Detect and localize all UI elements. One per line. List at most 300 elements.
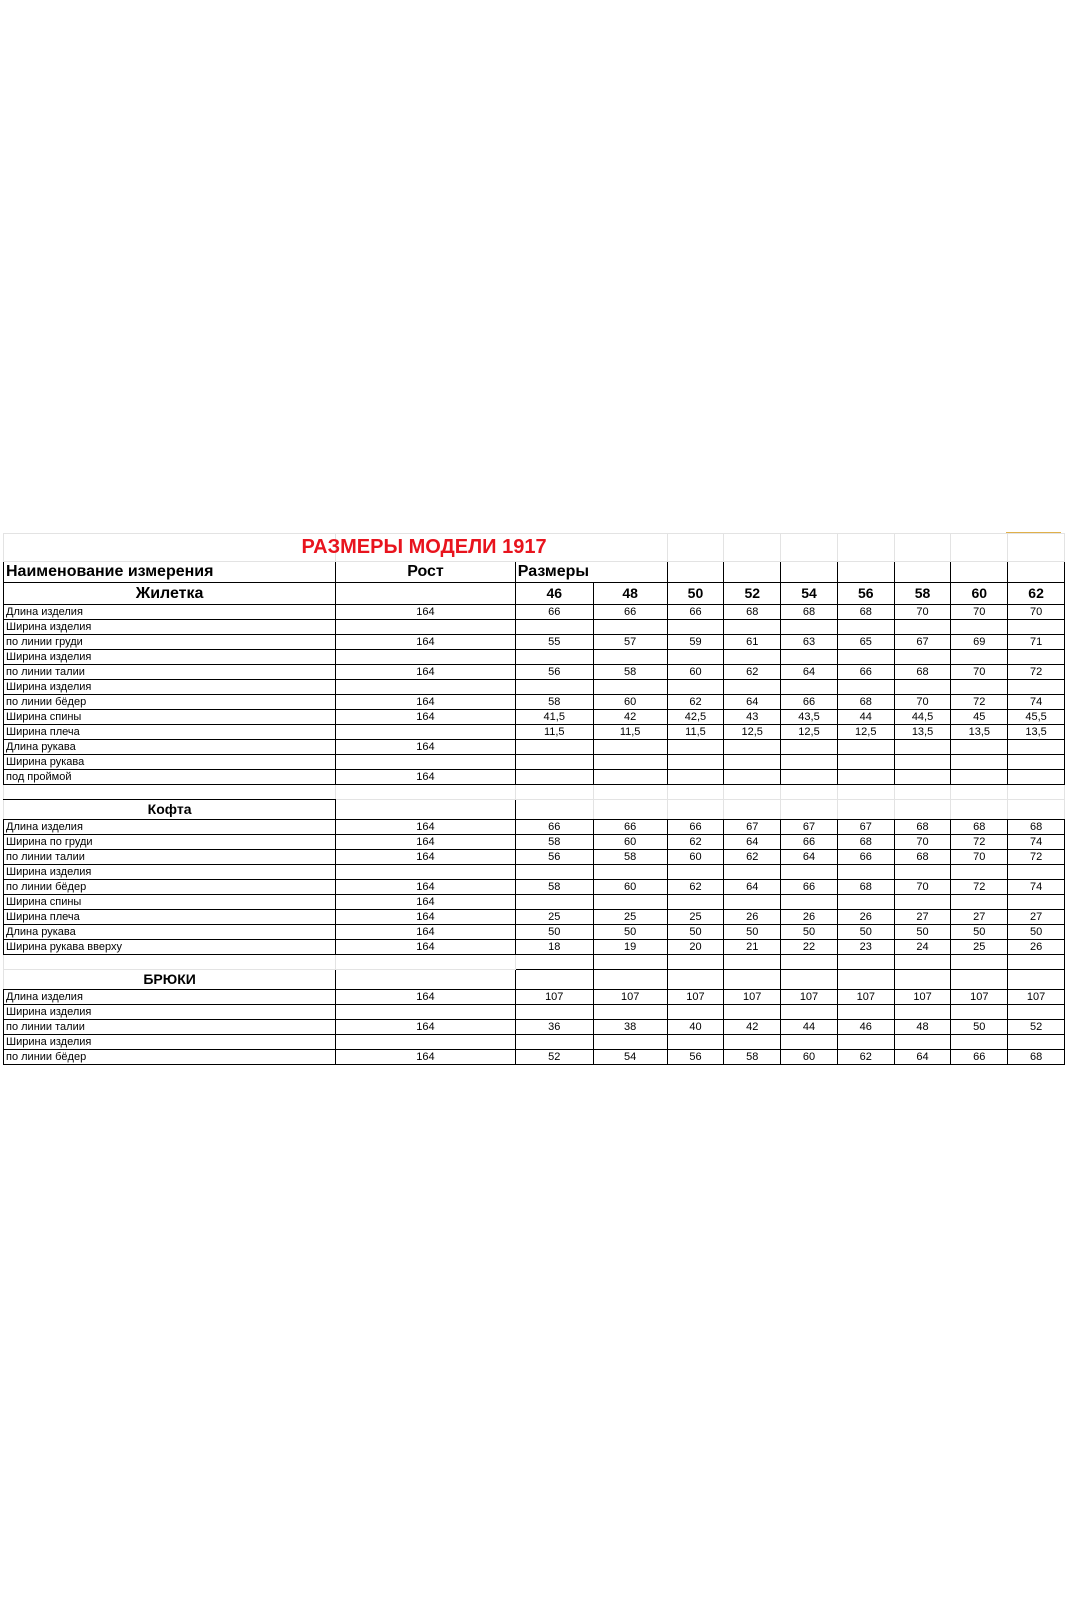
size-value — [724, 1035, 781, 1050]
size-value — [1008, 755, 1065, 770]
size-value — [515, 770, 593, 785]
size-value — [593, 770, 667, 785]
separator-row — [4, 785, 1065, 800]
table-row — [4, 605, 1065, 620]
measure-label: по линии талии — [4, 850, 336, 865]
measure-label: Ширина плеча — [4, 910, 336, 925]
chart-title: РАЗМЕРЫ МОДЕЛИ 1917 — [301, 536, 547, 558]
size-value: 62 — [667, 880, 724, 895]
size-value: 12,5 — [781, 725, 838, 740]
size-value: 68 — [894, 850, 951, 865]
size-value — [1008, 620, 1065, 635]
table-row — [4, 990, 1065, 1005]
height-value: 164 — [336, 710, 516, 725]
size-value: 42 — [724, 1020, 781, 1035]
size-value: 62 — [837, 1050, 894, 1065]
table-row — [4, 925, 1065, 940]
size-value: 18 — [515, 940, 593, 955]
size-value — [894, 620, 951, 635]
height-value — [336, 865, 516, 880]
size-value: 50 — [593, 925, 667, 940]
size-value: 58 — [515, 880, 593, 895]
size-value — [593, 680, 667, 695]
height-value: 164 — [336, 820, 516, 835]
measure-label: Длина изделия — [4, 820, 336, 835]
size-value: 66 — [515, 820, 593, 835]
measure-label: Ширина рукава вверху — [4, 940, 336, 955]
size-value — [515, 680, 593, 695]
size-value — [781, 895, 838, 910]
size-value: 66 — [781, 835, 838, 850]
size-value: 50 — [837, 925, 894, 940]
size-value: 43 — [724, 710, 781, 725]
size-value — [781, 740, 838, 755]
size-value: 107 — [951, 990, 1008, 1005]
table-row — [4, 695, 1065, 710]
size-value: 107 — [667, 990, 724, 1005]
height-value — [336, 620, 516, 635]
size-value — [837, 680, 894, 695]
size-value — [894, 680, 951, 695]
table-row — [4, 835, 1065, 850]
measure-label: Ширина спины — [4, 710, 336, 725]
size-value — [515, 620, 593, 635]
size-value — [894, 1035, 951, 1050]
size-value — [951, 620, 1008, 635]
size-value: 44 — [837, 710, 894, 725]
height-value — [336, 680, 516, 695]
height-value: 164 — [336, 895, 516, 910]
section-height-cell — [336, 800, 516, 820]
measure-label: Ширина изделия — [4, 620, 336, 635]
size-value: 44 — [781, 1020, 838, 1035]
size-value: 48 — [894, 1020, 951, 1035]
size-value: 26 — [1008, 940, 1065, 955]
size-value: 67 — [724, 820, 781, 835]
measure-label: Ширина изделия — [4, 865, 336, 880]
size-header: 56 — [837, 583, 894, 605]
size-value — [515, 740, 593, 755]
height-value: 164 — [336, 740, 516, 755]
height-value — [336, 755, 516, 770]
table-row — [4, 680, 1065, 695]
size-value: 72 — [1008, 665, 1065, 680]
size-value: 70 — [1008, 605, 1065, 620]
size-header: 46 — [515, 583, 593, 605]
size-value — [667, 770, 724, 785]
size-value — [837, 770, 894, 785]
size-value: 27 — [1008, 910, 1065, 925]
size-value: 60 — [667, 850, 724, 865]
size-value: 50 — [781, 925, 838, 940]
size-value — [781, 1035, 838, 1050]
section-title: БРЮКИ — [4, 970, 336, 990]
size-value: 107 — [894, 990, 951, 1005]
size-value — [951, 650, 1008, 665]
table-row — [4, 1050, 1065, 1065]
size-value: 26 — [724, 910, 781, 925]
size-value: 45 — [951, 710, 1008, 725]
size-value — [951, 770, 1008, 785]
size-value: 56 — [515, 850, 593, 865]
size-value — [667, 620, 724, 635]
size-value: 64 — [781, 665, 838, 680]
size-value: 72 — [951, 835, 1008, 850]
table-row — [4, 650, 1065, 665]
size-value — [781, 680, 838, 695]
size-value — [837, 755, 894, 770]
table-row — [4, 880, 1065, 895]
size-value: 61 — [724, 635, 781, 650]
size-value: 50 — [951, 1020, 1008, 1035]
height-value: 164 — [336, 835, 516, 850]
size-value: 58 — [593, 850, 667, 865]
size-value: 68 — [724, 605, 781, 620]
size-value — [593, 650, 667, 665]
size-header: 52 — [724, 583, 781, 605]
size-value — [951, 680, 1008, 695]
size-value — [951, 895, 1008, 910]
table-row — [4, 850, 1065, 865]
size-value: 58 — [724, 1050, 781, 1065]
size-value — [724, 895, 781, 910]
size-value: 13,5 — [1008, 725, 1065, 740]
size-value: 66 — [951, 1050, 1008, 1065]
size-value — [593, 740, 667, 755]
height-value: 164 — [336, 940, 516, 955]
size-value: 60 — [593, 880, 667, 895]
size-value: 70 — [894, 835, 951, 850]
section-row-0 — [4, 583, 1065, 605]
size-value: 68 — [781, 605, 838, 620]
measure-label: по линии талии — [4, 665, 336, 680]
size-value — [1008, 1005, 1065, 1020]
size-value: 107 — [515, 990, 593, 1005]
size-value: 107 — [724, 990, 781, 1005]
size-value — [837, 1035, 894, 1050]
size-value: 74 — [1008, 695, 1065, 710]
size-value — [667, 680, 724, 695]
height-value — [336, 650, 516, 665]
size-value: 24 — [894, 940, 951, 955]
height-value: 164 — [336, 695, 516, 710]
size-header: 62 — [1008, 583, 1065, 605]
measure-label: Ширина изделия — [4, 650, 336, 665]
size-value: 25 — [667, 910, 724, 925]
size-value — [593, 620, 667, 635]
size-value: 20 — [667, 940, 724, 955]
size-value — [593, 755, 667, 770]
size-value: 62 — [667, 835, 724, 850]
measure-label: Ширина спины — [4, 895, 336, 910]
size-value — [667, 1035, 724, 1050]
size-value: 59 — [667, 635, 724, 650]
section-row-1 — [4, 800, 1065, 820]
size-value: 25 — [515, 910, 593, 925]
size-value: 64 — [724, 695, 781, 710]
size-value: 68 — [837, 605, 894, 620]
size-value — [515, 895, 593, 910]
size-value: 64 — [724, 880, 781, 895]
size-value — [515, 1035, 593, 1050]
size-value: 60 — [667, 665, 724, 680]
size-value — [837, 865, 894, 880]
measure-label: Ширина изделия — [4, 1005, 336, 1020]
height-header: Рост — [336, 562, 516, 583]
table-row — [4, 895, 1065, 910]
size-value: 12,5 — [724, 725, 781, 740]
size-value: 66 — [781, 695, 838, 710]
size-value: 52 — [1008, 1020, 1065, 1035]
size-value: 64 — [894, 1050, 951, 1065]
size-value — [951, 1035, 1008, 1050]
size-value: 66 — [781, 880, 838, 895]
size-value: 55 — [515, 635, 593, 650]
height-value: 164 — [336, 605, 516, 620]
height-value: 164 — [336, 635, 516, 650]
size-value: 70 — [951, 605, 1008, 620]
size-value: 22 — [781, 940, 838, 955]
size-value — [593, 895, 667, 910]
size-value: 50 — [724, 925, 781, 940]
size-value: 58 — [515, 835, 593, 850]
size-value: 11,5 — [515, 725, 593, 740]
measure-label: Длина изделия — [4, 990, 336, 1005]
table-row — [4, 910, 1065, 925]
size-header: 60 — [951, 583, 1008, 605]
size-value — [1008, 740, 1065, 755]
size-value: 13,5 — [894, 725, 951, 740]
size-header: 54 — [781, 583, 838, 605]
size-value: 66 — [593, 605, 667, 620]
height-value: 164 — [336, 665, 516, 680]
size-value: 43,5 — [781, 710, 838, 725]
size-value — [667, 755, 724, 770]
section-height-cell — [336, 970, 516, 990]
size-header: 48 — [593, 583, 667, 605]
size-value — [781, 620, 838, 635]
size-value: 60 — [593, 695, 667, 710]
size-value: 62 — [724, 850, 781, 865]
size-value — [951, 865, 1008, 880]
size-value: 25 — [593, 910, 667, 925]
size-value: 68 — [837, 835, 894, 850]
size-value: 62 — [724, 665, 781, 680]
size-value: 107 — [781, 990, 838, 1005]
size-header: 58 — [894, 583, 951, 605]
size-value — [781, 755, 838, 770]
size-value: 67 — [837, 820, 894, 835]
size-value: 11,5 — [667, 725, 724, 740]
table-row — [4, 865, 1065, 880]
measure-label: Ширина по груди — [4, 835, 336, 850]
size-value: 107 — [1008, 990, 1065, 1005]
size-value — [781, 865, 838, 880]
measure-label: по линии груди — [4, 635, 336, 650]
size-value: 70 — [894, 880, 951, 895]
title-row — [4, 534, 1065, 562]
measure-label: Ширина плеча — [4, 725, 336, 740]
size-value: 66 — [593, 820, 667, 835]
size-chart-sheet — [3, 533, 1065, 1065]
size-value — [837, 1005, 894, 1020]
size-value: 11,5 — [593, 725, 667, 740]
size-value: 50 — [1008, 925, 1065, 940]
size-value — [837, 650, 894, 665]
size-value: 65 — [837, 635, 894, 650]
size-value: 57 — [593, 635, 667, 650]
section-row-2 — [4, 970, 1065, 990]
size-value — [894, 650, 951, 665]
height-value: 164 — [336, 880, 516, 895]
table-row — [4, 820, 1065, 835]
measure-label: Длина изделия — [4, 605, 336, 620]
height-value: 164 — [336, 1050, 516, 1065]
section-height-cell — [336, 583, 516, 605]
size-value — [724, 1005, 781, 1020]
sizes-header: Размеры — [515, 562, 667, 583]
size-value: 72 — [951, 695, 1008, 710]
size-value — [515, 755, 593, 770]
size-value: 64 — [724, 835, 781, 850]
size-value: 58 — [515, 695, 593, 710]
height-value: 164 — [336, 850, 516, 865]
size-value: 107 — [593, 990, 667, 1005]
measure-label: Ширина рукава — [4, 755, 336, 770]
size-value: 67 — [894, 635, 951, 650]
size-value: 71 — [1008, 635, 1065, 650]
size-value — [1008, 1035, 1065, 1050]
height-value: 164 — [336, 925, 516, 940]
size-value — [1008, 770, 1065, 785]
size-value: 41,5 — [515, 710, 593, 725]
measure-label: по линии талии — [4, 1020, 336, 1035]
height-value — [336, 725, 516, 740]
size-value: 68 — [837, 695, 894, 710]
size-value: 74 — [1008, 880, 1065, 895]
size-value — [781, 1005, 838, 1020]
height-value — [336, 1005, 516, 1020]
table-row — [4, 665, 1065, 680]
table-row — [4, 1035, 1065, 1050]
size-value — [515, 865, 593, 880]
size-value: 21 — [724, 940, 781, 955]
table-row — [4, 755, 1065, 770]
size-value — [894, 865, 951, 880]
size-chart-table — [3, 533, 1065, 1065]
table-row — [4, 620, 1065, 635]
size-value: 12,5 — [837, 725, 894, 740]
section-title: Кофта — [4, 800, 336, 820]
size-value: 70 — [894, 605, 951, 620]
section-title: Жилетка — [4, 583, 336, 605]
size-value — [724, 865, 781, 880]
size-value: 42,5 — [667, 710, 724, 725]
separator-row — [4, 955, 1065, 970]
measure-label: Длина рукава — [4, 740, 336, 755]
size-value — [515, 1005, 593, 1020]
size-value — [951, 740, 1008, 755]
size-value — [1008, 895, 1065, 910]
table-row — [4, 1005, 1065, 1020]
size-value: 44,5 — [894, 710, 951, 725]
size-value — [515, 650, 593, 665]
size-value — [724, 680, 781, 695]
size-value — [894, 895, 951, 910]
size-value — [894, 755, 951, 770]
size-value: 63 — [781, 635, 838, 650]
height-value — [336, 1035, 516, 1050]
size-value: 27 — [894, 910, 951, 925]
size-value: 68 — [1008, 1050, 1065, 1065]
size-value — [593, 1035, 667, 1050]
size-value: 67 — [781, 820, 838, 835]
size-value: 40 — [667, 1020, 724, 1035]
size-value: 36 — [515, 1020, 593, 1035]
measure-label: по линии бёдер — [4, 695, 336, 710]
size-value: 52 — [515, 1050, 593, 1065]
size-value — [667, 865, 724, 880]
size-value: 46 — [837, 1020, 894, 1035]
size-value — [951, 1005, 1008, 1020]
size-value: 70 — [894, 695, 951, 710]
size-value — [593, 1005, 667, 1020]
size-value: 68 — [894, 820, 951, 835]
size-value: 56 — [667, 1050, 724, 1065]
size-header: 50 — [667, 583, 724, 605]
size-value — [1008, 865, 1065, 880]
size-value — [724, 740, 781, 755]
table-row — [4, 770, 1065, 785]
size-value — [894, 1005, 951, 1020]
measure-label: по линии бёдер — [4, 1050, 336, 1065]
size-value: 70 — [951, 850, 1008, 865]
size-value — [837, 620, 894, 635]
size-value — [724, 650, 781, 665]
table-row — [4, 1020, 1065, 1035]
size-value: 54 — [593, 1050, 667, 1065]
table-row — [4, 635, 1065, 650]
size-value: 25 — [951, 940, 1008, 955]
measure-label: Ширина изделия — [4, 680, 336, 695]
size-value: 68 — [1008, 820, 1065, 835]
size-value — [667, 895, 724, 910]
size-value — [667, 1005, 724, 1020]
size-value: 72 — [1008, 850, 1065, 865]
size-value — [593, 865, 667, 880]
size-value: 50 — [894, 925, 951, 940]
size-value — [724, 770, 781, 785]
size-value: 68 — [951, 820, 1008, 835]
size-value — [781, 770, 838, 785]
size-value: 38 — [593, 1020, 667, 1035]
measure-label: Ширина изделия — [4, 1035, 336, 1050]
height-value: 164 — [336, 910, 516, 925]
table-row — [4, 725, 1065, 740]
size-value: 50 — [667, 925, 724, 940]
size-value: 68 — [837, 880, 894, 895]
size-value: 66 — [667, 820, 724, 835]
size-value: 45,5 — [1008, 710, 1065, 725]
size-value — [667, 740, 724, 755]
size-value: 26 — [837, 910, 894, 925]
measure-header: Наименование измерения — [4, 562, 336, 583]
size-value: 26 — [781, 910, 838, 925]
size-value: 70 — [951, 665, 1008, 680]
size-value: 72 — [951, 880, 1008, 895]
size-value: 27 — [951, 910, 1008, 925]
size-value: 68 — [894, 665, 951, 680]
